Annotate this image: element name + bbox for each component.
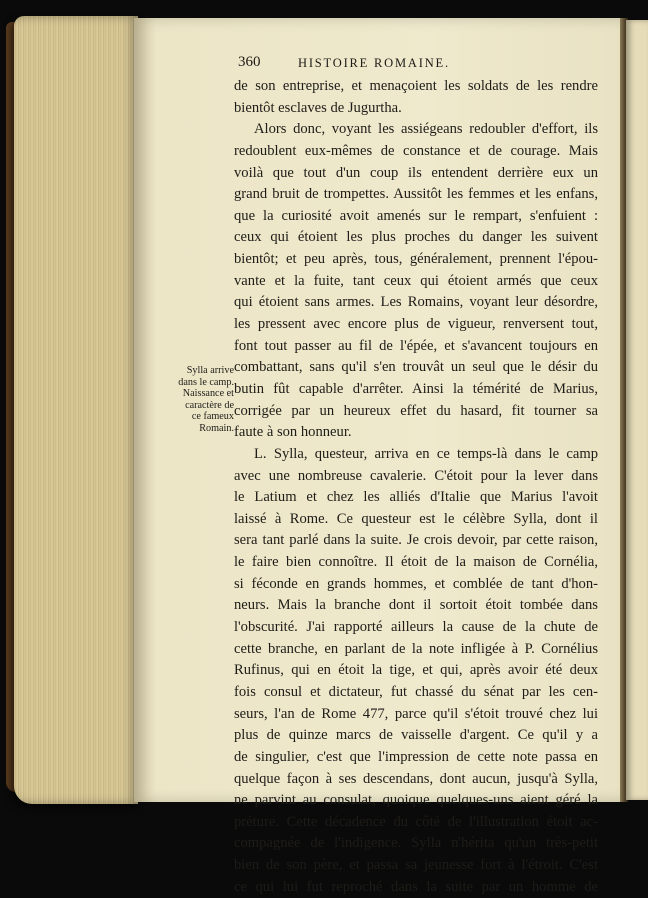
text-line: plus de quinze marcs de vaisselle d'argent. Ce qu'il y a <box>234 727 598 744</box>
text-line: le Latium et chez les alliés d'Italie que Marius l'avoit <box>234 489 598 506</box>
text-line: voilà que tout d'un coup ils entendent derrière eux un <box>234 164 598 181</box>
text-line: vante et la fuite, tant ceux qui étoient armés que ceux <box>234 272 598 289</box>
text-line: quelque façon à ses descendans, dont aucun, jusqu'à Sylla, <box>234 770 598 787</box>
text-line: L. Sylla, questeur, arriva en ce temps-là dans le camp <box>254 445 598 462</box>
text-line: bientôt esclaves de Jugurtha. <box>234 99 402 116</box>
text-line: ce qui lui fut reproché dans la suite par un homme de <box>234 878 598 895</box>
text-line: qui étoient sans armes. Les Romains, voyant leur désordre, <box>234 294 598 311</box>
text-line: redoublent eux-mêmes de constance et de courage. Mais <box>234 142 598 159</box>
text-line: combattant, sans qu'il s'en trouvât un seul que le désir du <box>234 359 598 376</box>
margin-note-line: Naissance et <box>182 388 234 399</box>
margin-note-line: ce fameux <box>191 411 234 422</box>
text-line: bientôt; et peu après, tous, généralement, prennent l'épou- <box>234 251 598 268</box>
text-line: préture. Cette décadence du côté de l'illustration étoit ac- <box>234 813 598 830</box>
text-line: bien de son père, et passa sa jeunesse fort à l'étroit. C'est <box>234 857 598 874</box>
text-line: Rufinus, qui en étoit la tige, et qui, après avoir été deux <box>234 662 598 679</box>
page-stack-edge <box>14 16 138 804</box>
facing-page-edge <box>626 20 648 800</box>
text-line: ceux qui étoient les plus proches du danger les suivent <box>234 229 598 246</box>
text-line: font tout passer au fil de l'épée, et s'avancent toujours en <box>234 337 598 354</box>
text-line: l'obscurité. J'ai rapporté ailleurs la cause de la chute de <box>234 619 598 636</box>
text-line: laissé à Rome. Ce questeur est le célèbre Sylla, dont il <box>234 510 598 527</box>
text-line: fois consul et dictateur, fut chassé du sénat par les cen- <box>234 683 598 700</box>
text-line: si féconde en grands hommes, et comblée de tant d'hon- <box>234 575 598 592</box>
text-line: compagnée de l'indigence. Sylla n'hérita qu'un très-petit <box>234 835 598 852</box>
margin-note <box>156 365 234 434</box>
text-line: neurs. Mais la branche dont il sortoit étoit tombée dans <box>234 597 598 614</box>
text-line: faute à son honneur. <box>234 424 352 441</box>
text-line: que la curiosité avoit amenés sur le rempart, s'enfuient : <box>234 207 598 224</box>
text-line: de son entreprise, et menaçoient les soldats de les rendre <box>234 78 598 94</box>
text-line: le faire bien connoître. Il étoit de la maison de Cornélia, <box>234 554 598 571</box>
text-line: butin fût capable d'arrêter. Ainsi la témérité de Marius, <box>234 380 598 397</box>
text-line: les pressent avec encore plus de vigueur, renversent tout, <box>234 316 598 333</box>
text-line: avec une nombreuse cavalerie. C'étoit pour la lever dans <box>234 467 598 484</box>
running-title: HISTOIRE ROMAINE. <box>298 56 450 70</box>
text-line: seurs, l'an de Rome 477, parce qu'il s'étoit trouvé chez lui <box>234 705 598 722</box>
page-header <box>238 54 598 74</box>
text-line: de singulier, c'est que l'impression de cette note passa en <box>234 748 598 765</box>
text-line: corrigée par un heureux effet du hasard, fit tourner sa <box>234 402 598 419</box>
text-line: cette branche, en parlant de la note infligée à P. Cornélius <box>234 640 598 657</box>
margin-note-line: dans le camp. <box>178 376 234 388</box>
text-line: grand bruit de trompettes. Aussitôt les femmes et les enfans, <box>234 186 598 203</box>
text-line: Alors donc, voyant les assiégeans redoubler d'effort, ils <box>254 121 598 138</box>
page-number: 360 <box>238 54 261 70</box>
margin-note-line: Sylla arrive <box>186 365 234 376</box>
text-line: sera tant parlé dans la suite. Je crois devoir, par cette raison, <box>234 532 598 549</box>
body-text <box>234 76 598 898</box>
text-line: ne parvint au consulat, quoique quelques-uns aient géré la <box>234 792 598 809</box>
margin-note-line: Romain. <box>199 422 234 434</box>
margin-note-line: caractère de <box>185 399 234 411</box>
